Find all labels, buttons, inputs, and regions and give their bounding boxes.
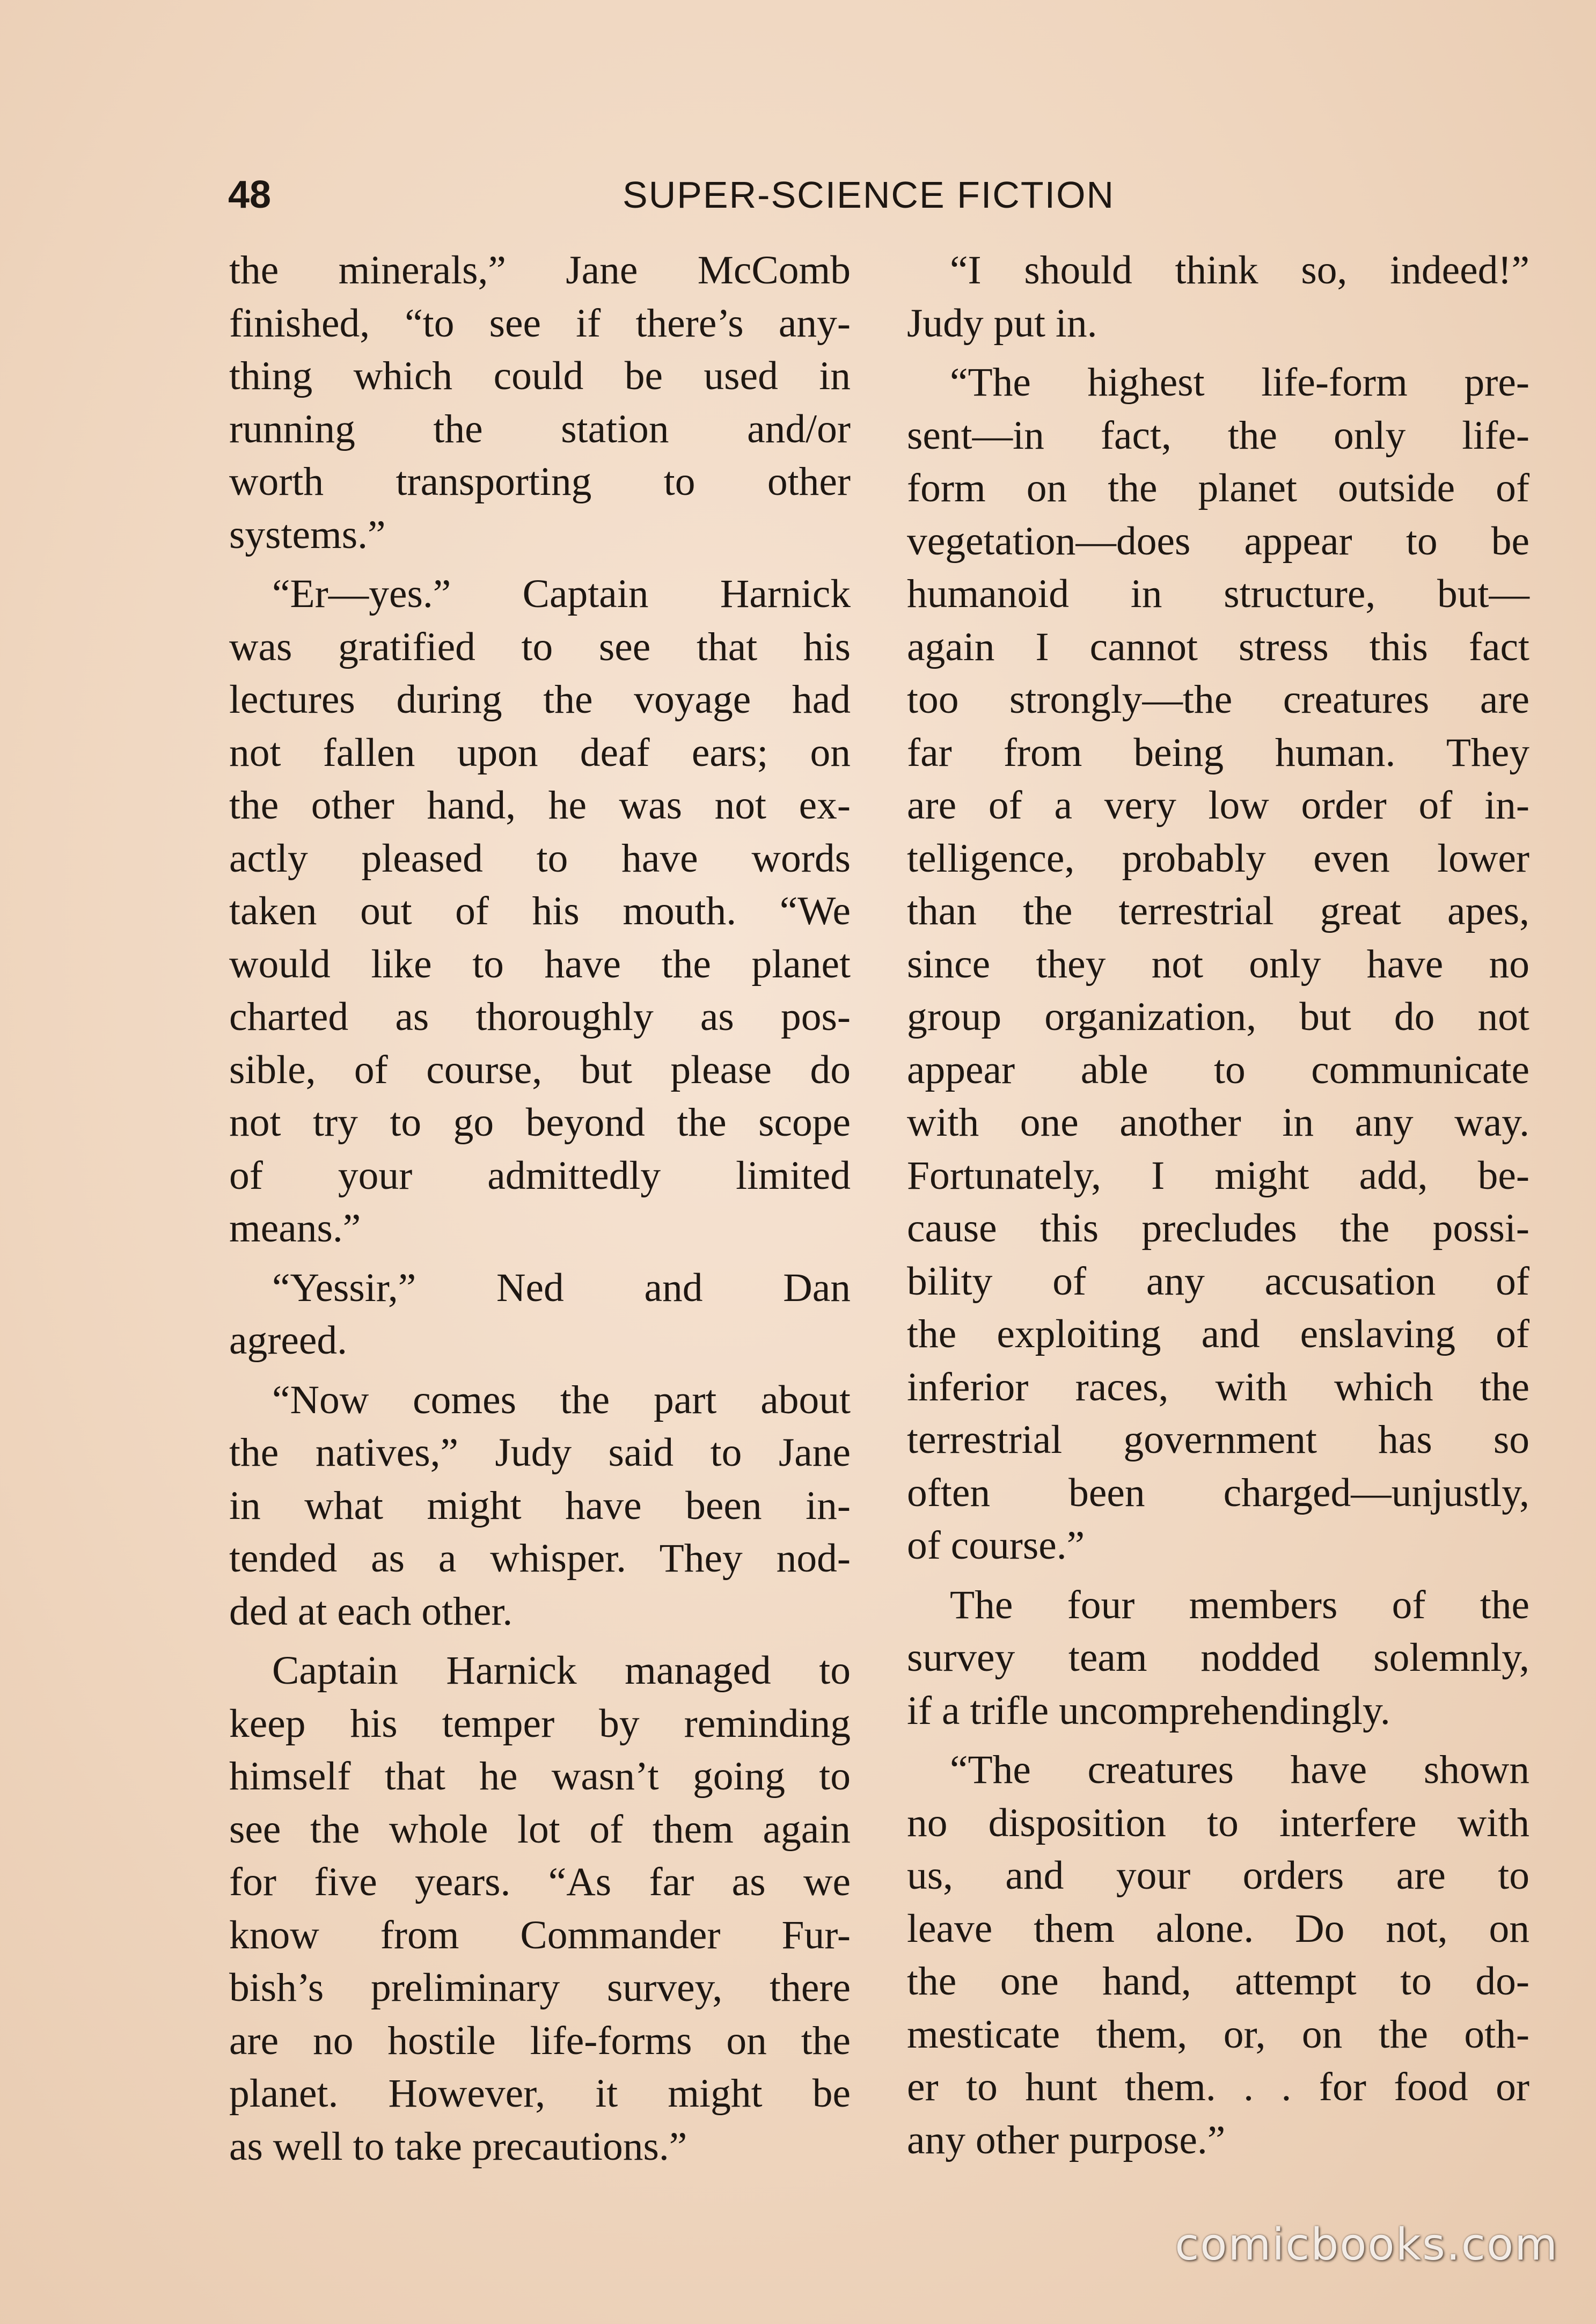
text-line: the minerals,” Jane McComb [229,248,851,293]
text-line: er to hunt them. . . for food or [907,2065,1529,2109]
text-line: sible, of course, but please do [229,1047,851,1092]
text-line: know from Commander Fur- [229,1912,851,1957]
text-line: see the whole lot of them again [229,1807,851,1852]
text-line: Captain Harnick managed to [272,1648,851,1693]
text-line: any other purpose.” [907,2117,1226,2162]
paragraph [229,568,851,1255]
paragraph [229,1262,851,1368]
text-line: us, and your orders are to [907,1853,1529,1898]
text-line: “I should think so, indeed!” [950,248,1529,293]
text-line: inferior races, with which the [907,1364,1529,1409]
text-line: ded at each other. [229,1589,513,1634]
text-line: not fallen upon deaf ears; on [229,730,851,775]
text-line: means.” [229,1206,361,1251]
right-text-column [907,244,1529,2173]
text-line: form on the planet outside of [907,466,1529,510]
paragraph [229,1374,851,1639]
running-title: SUPER-SCIENCE FICTION [623,174,1115,216]
text-line: “Now comes the part about [272,1377,851,1422]
paragraph [907,1579,1529,1738]
text-line: group organization, but do not [907,995,1529,1039]
text-line: in what might have been in- [229,1483,851,1528]
text-line: the natives,” Judy said to Jane [229,1430,851,1475]
paragraph [229,244,851,561]
left-text-column [229,244,851,2180]
paragraph [907,244,1529,350]
text-line: too strongly—the creatures are [907,677,1529,722]
text-line: tended as a whisper. They nod- [229,1536,851,1581]
text-line: systems.” [229,512,386,557]
text-line: was gratified to see that his [229,624,851,669]
text-line: vegetation—does appear to be [907,518,1529,564]
text-line: Fortunately, I might add, be- [907,1153,1529,1198]
text-line: “The creatures have shown [950,1748,1529,1792]
text-line: thing which could be used in [229,354,851,398]
text-line: “Er—yes.” Captain Harnick [272,572,851,616]
text-line: actly pleased to have words [229,836,851,881]
text-line: again I cannot stress this fact [907,624,1529,669]
page-number: 48 [228,173,272,216]
text-line: humanoid in structure, but— [907,572,1529,616]
text-line: often been charged—unjustly, [907,1470,1529,1515]
text-line: not try to go beyond the scope [229,1100,851,1145]
text-line: are no hostile life-forms on the [229,2018,851,2063]
text-line: worth transporting to other [229,459,851,504]
text-line: as well to take precautions.” [229,2124,687,2169]
text-line: “The highest life-form pre- [950,360,1529,405]
watermark-text: comicbooks.com [1175,2219,1558,2270]
text-line: keep his temper by reminding [229,1701,851,1746]
text-line: himself that he wasn’t going to [229,1754,851,1799]
text-line: for five years. “As far as we [229,1860,851,1904]
text-line: with one another in any way. [907,1100,1529,1145]
text-line: of course.” [907,1523,1085,1568]
page-header [228,171,1140,219]
text-line: mesticate them, or, on the oth- [907,2012,1529,2057]
text-line: the one hand, attempt to do- [907,1959,1529,2004]
text-line: appear able to communicate [907,1047,1529,1092]
text-line: the exploiting and enslaving of [907,1312,1529,1356]
text-line: are of a very low order of in- [907,783,1529,828]
text-line: running the station and/or [229,406,851,451]
text-line: bility of any accusation of [907,1259,1529,1304]
text-line: far from being human. They [907,730,1529,775]
text-line: bish’s preliminary survey, there [229,1965,851,2010]
text-line: sent—in fact, the only life- [907,413,1529,458]
text-line: survey team nodded solemnly, [907,1635,1529,1680]
text-line: would like to have the planet [229,941,851,986]
text-line: the other hand, he was not ex- [229,783,851,828]
text-line: if a trifle uncomprehendingly. [907,1688,1390,1733]
text-line: since they not only have no [907,941,1529,986]
text-line: of your admittedly limited [229,1153,851,1198]
text-line: finished, “to see if there’s any- [229,301,851,346]
text-line: terrestrial government has so [907,1417,1529,1462]
text-line: charted as thoroughly as pos- [229,995,851,1039]
paragraph [229,1645,851,2173]
text-line: telligence, probably even lower [907,836,1529,881]
text-line: planet. However, it might be [229,2071,851,2116]
text-line: The four members of the [950,1582,1529,1627]
text-line: Judy put in. [907,301,1097,346]
text-line: leave them alone. Do not, on [907,1906,1529,1951]
paragraph [907,1744,1529,2167]
text-line: than the terrestrial great apes, [907,889,1529,933]
text-line: taken out of his mouth. “We [229,889,851,933]
text-line: cause this precludes the possi- [907,1206,1529,1251]
paragraph [907,356,1529,1573]
text-line: no disposition to interfere with [907,1800,1529,1845]
text-line: lectures during the voyage had [229,677,851,722]
text-line: agreed. [229,1318,348,1363]
text-line: “Yessir,” Ned and Dan [272,1265,851,1310]
